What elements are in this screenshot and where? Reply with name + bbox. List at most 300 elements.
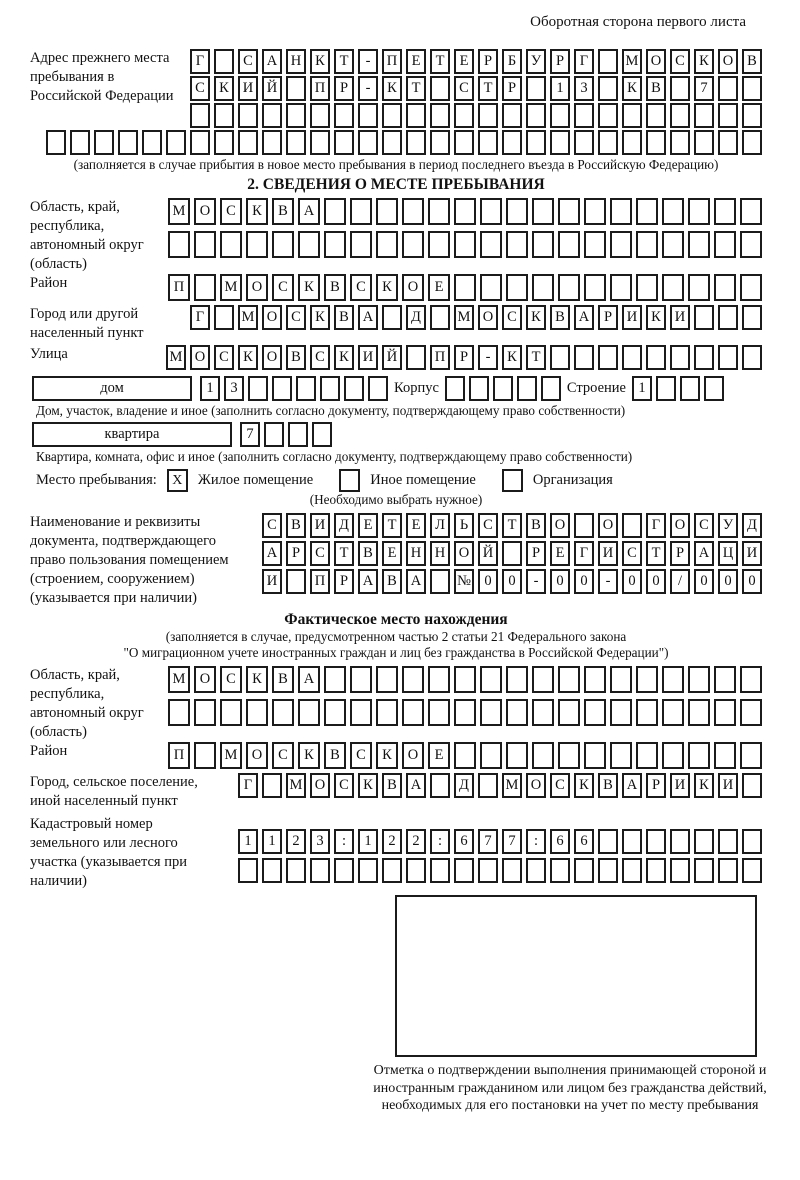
char-cell [454,274,476,301]
char-cell: 0 [718,569,738,594]
char-cell [262,773,282,798]
char-cell: К [376,274,398,301]
char-cell: Р [526,541,546,566]
char-cell [502,103,522,128]
stay-type-label: Место пребывания: [36,472,157,488]
actual-location-title: Фактическое место нахождения [284,611,508,628]
document-label: Наименование и реквизиты документа, подтверждающего право пользования помещением (строением, сооружением) (указывается при наличии) [30,514,229,606]
char-cell [220,699,242,726]
char-cell: 7 [502,829,522,854]
char-cell: И [742,541,762,566]
char-cell [598,130,618,155]
char-cell: Е [454,49,474,74]
char-cell [688,666,710,693]
char-cell [610,198,632,225]
char-cell: С [214,345,234,370]
char-cell: 1 [262,829,282,854]
char-cell [688,699,710,726]
city-row [195,305,762,330]
char-cell [670,103,690,128]
char-cell: 3 [224,376,244,401]
char-cell [532,198,554,225]
char-cell [584,742,606,769]
char-cell: М [220,742,242,769]
char-cell [248,376,268,401]
char-cell: С [622,541,642,566]
char-cell [740,198,762,225]
char-cell [598,345,618,370]
char-cell [324,699,346,726]
char-cell [46,130,66,155]
char-cell: О [646,49,666,74]
char-cell [740,699,762,726]
previous-address-label: Адрес прежнего места пребывания в Российской Федерации [30,50,174,104]
char-cell [214,305,234,330]
cadastral-section [30,815,762,891]
char-cell [402,198,424,225]
char-cell [428,198,450,225]
char-cell: О [246,274,268,301]
char-cell [694,345,714,370]
char-cell [445,376,465,401]
cadastral-row-1 [225,829,762,854]
char-cell: П [382,49,402,74]
char-cell [574,103,594,128]
char-cell: Е [428,274,450,301]
char-cell [358,858,378,883]
char-cell [718,345,738,370]
char-cell [584,699,606,726]
char-cell [610,231,632,258]
char-cell: Л [430,513,450,538]
char-cell [286,858,306,883]
char-cell: С [190,76,210,101]
char-cell [532,231,554,258]
char-cell: В [382,773,402,798]
char-cell [382,305,402,330]
char-cell: И [718,773,738,798]
char-cell: С [350,742,372,769]
char-cell: 6 [550,829,570,854]
char-cell: Е [428,742,450,769]
char-cell: С [286,305,306,330]
char-cell [740,274,762,301]
char-cell: К [310,49,330,74]
char-cell: С [238,49,258,74]
char-cell: 3 [574,76,594,101]
char-cell: С [272,274,294,301]
char-cell [220,231,242,258]
previous-address-row-3 [180,103,762,128]
char-cell: В [286,513,306,538]
char-cell [454,666,476,693]
char-cell: Й [382,345,402,370]
char-cell: Т [334,541,354,566]
char-cell: 3 [310,829,330,854]
char-cell: 0 [478,569,498,594]
char-cell [454,198,476,225]
city-label: Город или другой населенный пункт [30,306,144,341]
char-cell: Д [406,305,426,330]
char-cell: В [742,49,762,74]
char-cell: К [694,49,714,74]
char-cell [406,345,426,370]
char-cell [214,49,234,74]
house-number-cells [200,376,388,401]
char-cell [636,198,658,225]
char-cell [286,76,306,101]
char-cell: Г [238,773,258,798]
char-cell: А [298,666,320,693]
char-cell [94,130,114,155]
char-cell: А [358,569,378,594]
previous-address-row-4 [30,130,762,155]
char-cell [694,829,714,854]
char-cell: Т [430,49,450,74]
char-cell: 0 [502,569,522,594]
char-cell: Й [478,541,498,566]
char-cell: К [526,305,546,330]
char-cell [526,130,546,155]
char-cell [376,231,398,258]
char-cell: И [670,305,690,330]
region-row-1 [172,198,762,225]
section2-title: 2. СВЕДЕНИЯ О МЕСТЕ ПРЕБЫВАНИЯ [247,176,545,193]
char-cell: 0 [646,569,666,594]
char-cell [320,376,340,401]
char-cell [298,231,320,258]
char-cell: - [598,569,618,594]
section2-city [30,305,762,343]
apartment-note: Квартира, комната, офис и иное (заполнить согласно документу, подтверждающему право собственности) [36,449,633,464]
char-cell [550,345,570,370]
char-cell [454,231,476,258]
char-cell [718,829,738,854]
char-cell [670,76,690,101]
char-cell [358,130,378,155]
char-cell: К [238,345,258,370]
char-cell [296,376,316,401]
confirmation-stamp-note: Отметка о подтверждении выполнения принимающей стороной и иностранным гражданином или лицом без гражданства действий, необходимых для его постановки на учет по месту пребывания [373,1063,767,1113]
char-cell: М [238,305,258,330]
char-cell [506,742,528,769]
char-cell: К [382,76,402,101]
section2-region [30,198,762,274]
char-cell [694,858,714,883]
char-cell: / [670,569,690,594]
char-cell: С [310,541,330,566]
char-cell [376,198,398,225]
char-cell [636,231,658,258]
char-cell [350,666,372,693]
char-cell: Н [430,541,450,566]
char-cell [742,305,762,330]
char-cell [214,103,234,128]
char-cell: В [646,76,666,101]
char-cell [526,76,546,101]
char-cell [662,198,684,225]
char-cell [310,103,330,128]
char-cell [272,376,292,401]
char-cell [558,666,580,693]
char-cell: О [550,513,570,538]
char-cell [286,130,306,155]
char-cell: М [166,345,186,370]
char-cell: О [670,513,690,538]
char-cell: Р [454,345,474,370]
char-cell: : [334,829,354,854]
char-cell: 0 [742,569,762,594]
district-label: Район [30,275,68,291]
char-cell [742,76,762,101]
char-cell: П [168,274,190,301]
char-cell [610,742,632,769]
char-cell [402,231,424,258]
char-cell: Е [382,541,402,566]
char-cell: 2 [406,829,426,854]
char-cell [584,666,606,693]
char-cell: Т [502,513,522,538]
document-row-2 [255,541,762,566]
char-cell [480,274,502,301]
char-cell [636,666,658,693]
char-cell: С [220,666,242,693]
char-cell: Г [190,305,210,330]
char-cell [480,742,502,769]
char-cell [238,130,258,155]
char-cell: 7 [694,76,714,101]
char-cell: 1 [632,376,652,401]
char-cell: В [324,742,346,769]
char-cell [344,376,364,401]
char-cell [694,305,714,330]
char-cell [550,103,570,128]
char-cell: : [526,829,546,854]
actual-district-label: Район [30,743,68,759]
char-cell [636,274,658,301]
char-cell [454,742,476,769]
char-cell: М [220,274,242,301]
char-cell [368,376,388,401]
char-cell: Е [406,49,426,74]
char-cell: Т [478,76,498,101]
char-cell: О [262,305,282,330]
document-row-1 [255,513,762,538]
char-cell: О [310,773,330,798]
korpus-cells [445,376,561,401]
char-cell [480,231,502,258]
char-cell [286,569,306,594]
char-cell: К [694,773,714,798]
char-cell: Е [550,541,570,566]
char-cell: К [298,742,320,769]
char-cell: В [286,345,306,370]
char-cell: 0 [622,569,642,594]
char-cell [532,699,554,726]
char-cell: 2 [382,829,402,854]
actual-region-row-2 [180,699,762,726]
char-cell: 1 [200,376,220,401]
char-cell: - [358,76,378,101]
char-cell: С [550,773,570,798]
stay-option-organization-checkbox [502,469,523,492]
char-cell [714,666,736,693]
char-cell [214,130,234,155]
char-cell [480,666,502,693]
char-cell: С [220,198,242,225]
char-cell: А [574,305,594,330]
char-cell [670,858,690,883]
korpus-label: Корпус [394,380,439,396]
char-cell: Н [286,49,306,74]
char-cell: О [262,345,282,370]
char-cell [718,103,738,128]
char-cell [610,274,632,301]
char-cell [662,274,684,301]
actual-region-row-1 [172,666,762,693]
street-label: Улица [30,346,68,362]
char-cell [584,274,606,301]
char-cell: В [550,305,570,330]
char-cell: О [402,274,424,301]
char-cell: К [334,345,354,370]
char-cell [168,231,190,258]
char-cell: А [358,305,378,330]
char-cell: Р [598,305,618,330]
char-cell [688,231,710,258]
char-cell: Р [334,569,354,594]
char-cell [506,198,528,225]
house-type-box: дом [32,376,192,401]
char-cell: О [718,49,738,74]
char-cell: С [262,513,282,538]
char-cell [376,699,398,726]
char-cell [194,231,216,258]
char-cell: В [272,198,294,225]
char-cell: Д [454,773,474,798]
char-cell: Е [358,513,378,538]
char-cell [550,858,570,883]
char-cell [670,345,690,370]
char-cell [740,666,762,693]
char-cell: Т [382,513,402,538]
char-cell: Ц [718,541,738,566]
char-cell [312,422,332,447]
char-cell: К [502,345,522,370]
char-cell [334,858,354,883]
stay-option-organization-label: Организация [532,472,613,488]
char-cell: И [358,345,378,370]
previous-address-row-2 [180,76,762,101]
char-cell: С [334,773,354,798]
char-cell [190,130,210,155]
char-cell [310,858,330,883]
char-cell: О [194,198,216,225]
char-cell: И [598,541,618,566]
char-cell [493,376,513,401]
char-cell [670,829,690,854]
char-cell: К [358,773,378,798]
char-cell: К [310,305,330,330]
char-cell: Г [190,49,210,74]
char-cell [532,666,554,693]
char-cell: П [310,569,330,594]
char-cell: С [454,76,474,101]
char-cell [262,103,282,128]
char-cell: 7 [478,829,498,854]
char-cell [558,274,580,301]
char-cell [742,829,762,854]
char-cell [598,49,618,74]
char-cell [714,699,736,726]
char-cell [506,699,528,726]
char-cell [718,130,738,155]
char-cell [406,103,426,128]
char-cell [478,103,498,128]
char-cell [506,666,528,693]
char-cell: С [694,513,714,538]
char-cell: Р [646,773,666,798]
char-cell [469,376,489,401]
char-cell: У [526,49,546,74]
actual-district-row [173,742,762,769]
char-cell [646,829,666,854]
confirmation-stamp-box [395,895,757,1057]
char-cell [286,103,306,128]
char-cell [402,666,424,693]
char-cell [598,103,618,128]
char-cell: Й [262,76,282,101]
char-cell [688,198,710,225]
char-cell: 0 [550,569,570,594]
char-cell [430,305,450,330]
char-cell [610,666,632,693]
char-cell: С [478,513,498,538]
char-cell: - [526,569,546,594]
char-cell: Н [406,541,426,566]
apartment-row [32,422,762,447]
char-cell [246,231,268,258]
stay-type-row [36,469,762,492]
char-cell [704,376,724,401]
region-label: Область, край, республика, автономный округ (область) [30,199,144,272]
char-cell [324,666,346,693]
char-cell: В [382,569,402,594]
char-cell [662,742,684,769]
char-cell: Т [646,541,666,566]
char-cell [350,699,372,726]
char-cell: О [598,513,618,538]
char-cell [584,198,606,225]
char-cell: А [262,49,282,74]
char-cell: В [598,773,618,798]
char-cell: П [168,742,190,769]
house-note: Дом, участок, владение и иное (заполнить согласно документу, подтверждающему право собственности) [36,403,626,418]
char-cell [558,699,580,726]
char-cell [454,103,474,128]
char-cell: С [670,49,690,74]
stroenie-cells [632,376,724,401]
char-cell [194,699,216,726]
apartment-number-cells [240,422,332,447]
char-cell [662,231,684,258]
char-cell [428,231,450,258]
char-cell [246,699,268,726]
apartment-type-box: квартира [32,422,232,447]
char-cell [532,742,554,769]
char-cell: Р [334,76,354,101]
char-cell [742,773,762,798]
